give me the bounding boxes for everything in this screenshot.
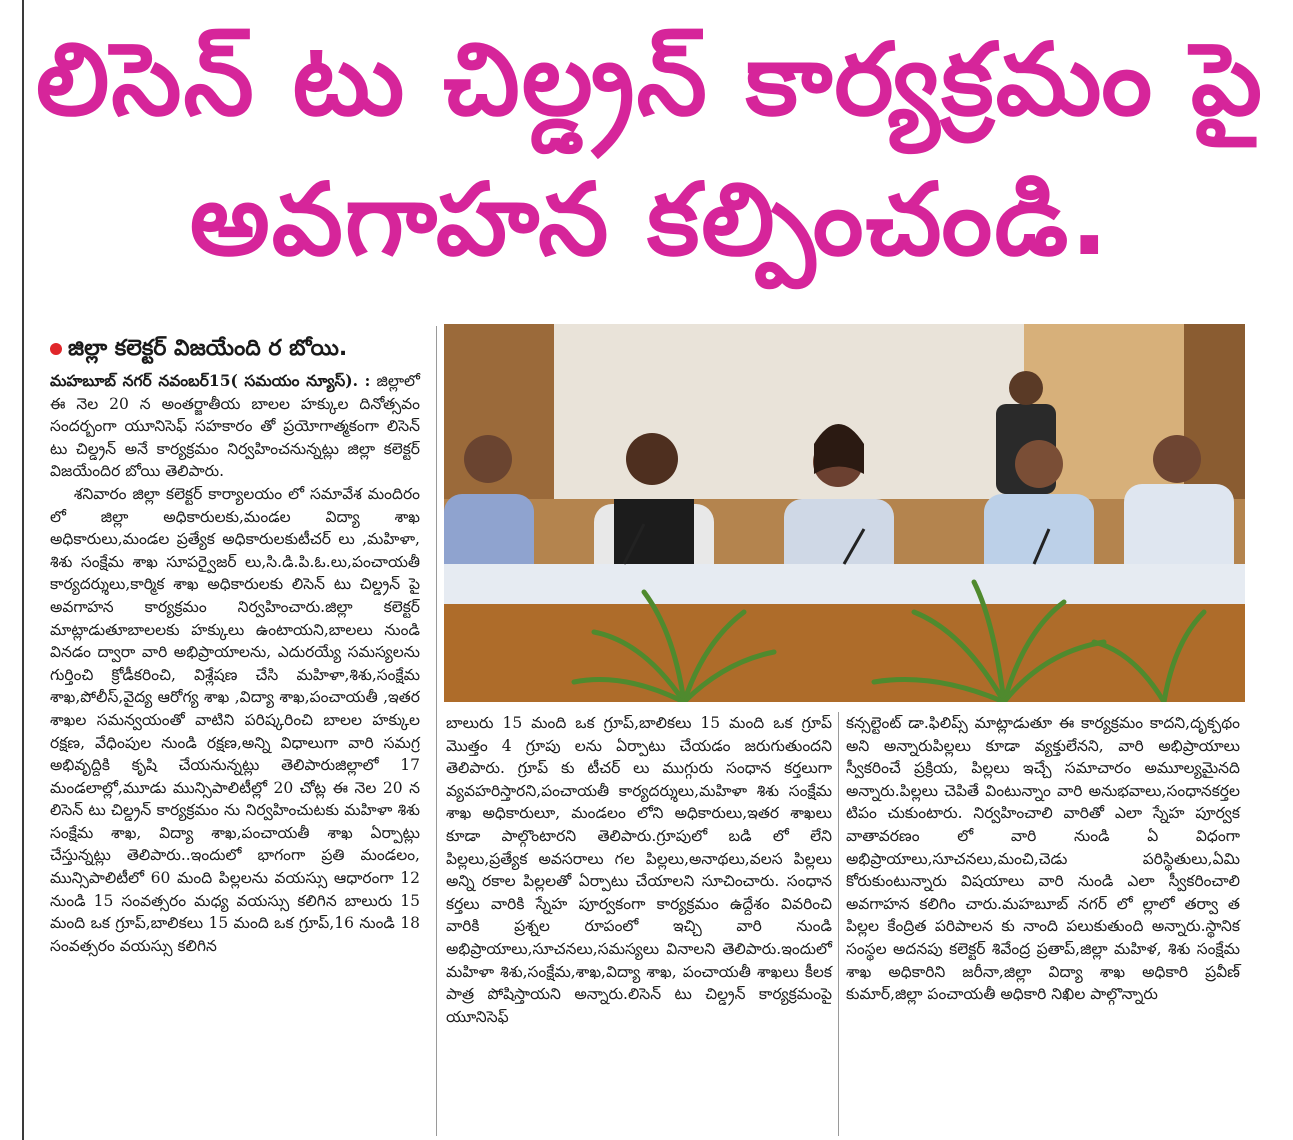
article-column-3: కన్సల్టెంట్ డా.ఫిలిప్స్ మాట్లాడుతూ ఈ కార్యక్రమం కాదని,దృక్పథం అని అన్నారుపిల్లలు కూడా వ్యక్తులేనని, వారి అభిప్రాయాలు స్వీకరించే ప్రక్రియ, పిల్లలు ఇచ్చే సమాచారం అమూల్యమైనది అన్నారు.పిల్లలు చెపితే వింటున్నాం వారి అనుభవాలు,సంధానకర్తల టిపం చుకుంటారు. నిర్వహించాలి వారితో ఎలా స్నేహ పూర్వక వాతావరణం లో వారి నుండి ఏ విధంగా అభిప్రాయాలు,సూచనలు,మంచి,చెడు పరిస్థితులు,ఏమి కోరుకుంటున్నారు విషయాలు వారి నుండి ఎలా స్వీకరించాలి అవగాహన కలిగిం చారు.మహబూబ్ నగర్ లో ల్లాలో తర్వా త పిల్లల కేంద్రిత పరిపాలన కు నాంది పలుకుతుంది అన్నారు.స్థానిక సంస్థల అదనపు కలెక్టర్ శివేంద్ర ప్రతాప్,జిల్లా మహిళ, శిశు సంక్షేమ శాఖ అధికారిని జరీనా,జిల్లా విద్యా శాఖ అధికారి ప్రవీణ్ కుమార్,జిల్లా పంచాయతీ అధికారి నిఖిల పాల్గొన్నారు (846, 714, 1245, 1004)
subheading-text: జిల్లా కలెక్టర్ విజయేంది ర బోయి. (68, 336, 348, 361)
event-photo-illustration (444, 324, 1245, 702)
headline-line-2: అవగాహన కల్పించండి. (189, 161, 1111, 278)
event-photo (444, 324, 1245, 702)
headline-line-1: లిసెన్ టు చిల్డ్రన్ కార్యక్రమం పై (35, 21, 1265, 138)
subheading (50, 336, 430, 366)
bullet-icon (50, 343, 62, 355)
column-rule (838, 712, 839, 1136)
dateline: మహబూబ్ నగర్ నవంబర్15( సమయం న్యూస్). : (50, 371, 371, 390)
headline (30, 10, 1270, 290)
article-column-1-text: జిల్లాలో ఈ నెల 20 న అంతర్జాతీయ బాలల హక్కుల దినోత్సవం సందర్బంగా యూనిసెఫ్ సహకారం తో ప్రయోగాత్మకంగా లిసెన్ టు చిల్డ్రన్ అనే కార్యక్రమం నిర్వహించనున్నట్లు జిల్లా కలెక్టర్ విజయేందిర బోయి తెలిపారు. శనివారం జిల్లా కలెక్టర్ కార్యాలయం లో సమావేశ మందిరం లో జిల్లా అధికారులకు,మండల విద్యా శాఖ అధికారులు,మండల ప్రత్యేక అధికారులకుటీచర్ లు ,మహిళా, శిశు సంక్షేమ శాఖ సూపర్వైజర్ లు,సి.డి.పి.ఓ.లు,పంచాయతీ కార్యదర్శులు,కార్మిక శాఖ అధికారులకు లిసెన్ టు చిల్డ్రన్ పై అవగాహన కార్యక్రమం నిర్వహించారు.జిల్లా కలెక్టర్ మాట్లాడుతూబాలలకు హక్కులు ఉంటాయని,బాలలు నుండి వినడం ద్వారా వారి అభిప్రాయాలను, ఎదురయ్యే సమస్యలను గుర్తించి క్రోడీకరించి, విశ్లేషణ చేసి మహిళా,శిశు,సంక్షేమ శాఖ,పోలీస్,వైద్య ఆరోగ్య శాఖ ,విద్యా శాఖ,పంచాయతీ ,ఇతర శాఖల సమన్వయంతో వాటిని పరిష్కరించి బాలల హక్కుల రక్షణ, వేధింపుల నుండి రక్షణ,అన్ని విధాలుగా వారి సమగ్ర అభివృద్దికి కృషి చేయనున్నట్లు తెలిపారుజిల్లాలో 17 మండలాల్లో,మూడు మున్సిపాలిటీల్లో 20 చోట్ల ఈ నెల 20 న లిసెన్ టు చిల్డ్రన్ కార్యక్రమం ను నిర్వహించుటకు మహిళా శిశు సంక్షేమ శాఖ, విద్యా శాఖ,పంచాయతీ శాఖ ఏర్పాట్లు చేస్తున్నట్లు తెలిపారు..ఇందులో భాగంగా ప్రతి మండలం, మున్సిపాలిటీలో 60 మంది పిల్లలను వయస్సు ఆధారంగా 12 నుండి 15 సంవత్సరం మధ్య వయస్సు కలిగిన బాలురు 15 మంది ఒక గ్రూప్,బాలికలు 15 మంది ఒక గ్రూప్,16 నుండి 18 సంవత్సరం వయస్సు కలిగిన (50, 372, 421, 955)
column-rule (436, 326, 437, 1136)
left-page-rule (22, 0, 24, 1140)
article-column-2: బాలురు 15 మంది ఒక గ్రూప్,బాలికలు 15 మంది ఒక గ్రూప్ మొత్తం 4 గ్రూపు లను ఏర్పాటు చేయడం జరుగుతుందని తెలిపారు. గ్రూప్ కు టీచర్ లు ముగ్గురు సంధాన కర్తలుగా వ్యవహరిస్తారని,పంచాయతీ కార్యదర్శులు,మహిళా శిశు సంక్షేమ శాఖ అధికారులూ, మండలం లోని అధికారులు,ఇతర శాఖలు కూడా పాల్గొంటారని తెలిపారు.గ్రూపులో బడి లో లేని పిల్లలు,ప్రత్యేక అవసరాలు గల పిల్లలు,అనాథలు,వలస పిల్లలు అన్ని రకాల పిల్లలతో ఏర్పాటు చేయాలని సూచించారు. సంధాన కర్తలు వారికి స్నేహ పూర్వకంగా కార్యక్రమం ఉద్దేశం వివరించి వారికి ప్రశ్నల రూపంలో ఇచ్చి వారి నుండి అభిప్రాయాలు,సూచనలు,సమస్యలు వినాలని తెలిపారు.ఇందులో మహిళా శిశు,సంక్షేమ,శాఖ,విద్యా శాఖ, పంచాయతీ శాఖలు కీలక పాత్ర పోషిస్తాయని అన్నారు.లిసెన్ టు చిల్డ్రన్ కార్యక్రమంపై యూనిసెఫ్ (446, 714, 837, 1026)
article-column-1 (50, 370, 420, 957)
